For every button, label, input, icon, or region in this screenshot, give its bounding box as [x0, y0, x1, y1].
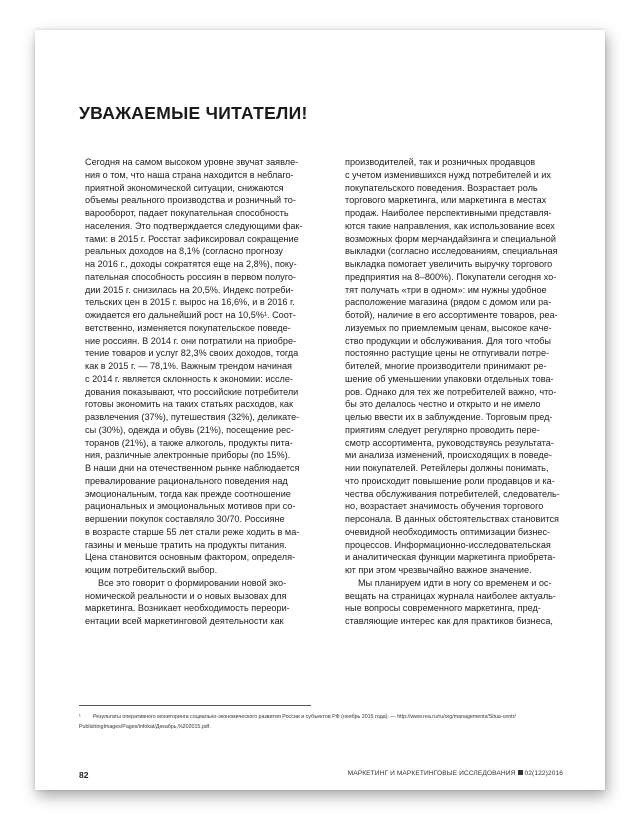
text-line: торанов (21%), а также алкоголь, продукты пита-	[85, 437, 293, 448]
text-column-left	[85, 156, 314, 628]
text-line: предприятия на 8–800%). Покупатели сегодня хо-	[345, 271, 557, 282]
text-line: маркетинга. Возникает необходимость переори-	[85, 603, 290, 614]
footnote-line-2: PublishingImages/Pages/infokat/Декабрь,%202015.pdf.	[79, 723, 211, 730]
text-line: возможных форм мерчандайзинга и специальной	[345, 233, 556, 244]
journal-issue: 02(122)2016	[524, 770, 563, 777]
text-line: шение об уменьшении упаковки отдельных това-	[345, 373, 554, 384]
text-line: развлечения (37%), путешествия (32%), деликате-	[85, 412, 300, 422]
text-line: дии 2015 г. снизилась на 20,5%. Индекс потреби-	[85, 284, 294, 295]
text-line: процессов. Информационно-исследовательская	[345, 539, 551, 550]
text-line: вещать на страницах журнала наиболее актуаль-	[345, 590, 556, 601]
text-line: ветственно, изменяется покупательское поведе-	[85, 322, 291, 333]
text-line: газины и меньше тратить на продукты питания.	[85, 539, 287, 550]
text-line: с 2014 г. является склонность к экономии: иссле-	[85, 373, 293, 384]
text-line: но, возрастает значимость обучения торгового	[345, 501, 544, 512]
footnote-number: ¹	[79, 714, 81, 720]
text-line: как в 2015 г. — 78,1%. Важным трендом начиная	[85, 361, 292, 371]
text-line: ют при этом чрезвычайно важное значение.	[345, 565, 532, 575]
text-line: населения. Это подтверждается следующими фак-	[85, 220, 303, 231]
text-line: ство продукции и обслуживания. Для того чтобы	[345, 335, 551, 346]
journal-name: МАРКЕТИНГ И МАРКЕТИНГОВЫЕ ИССЛЕДОВАНИЯ	[347, 770, 516, 777]
text-line: в возрасте старше 55 лет стали реже ходить в ма-	[85, 526, 300, 537]
footnote-text: Результаты оперативного мониторинга социально-экономического развития России и субъектов РФ (ноябрь 2015 года). — http://www.rea.ru/ru/org/managements/Situa-centr/	[93, 714, 516, 720]
text-line: ожидается его дальнейший рост на 10,5%¹. Соот-	[85, 310, 296, 320]
text-line: ются такие направления, как использование всех	[345, 220, 555, 231]
text-line: ентации всей маркетинговой деятельности как	[85, 616, 284, 626]
text-line: ющим потребительский выбор.	[85, 565, 218, 575]
page-content	[35, 30, 605, 790]
text-line: персонала. В данных обстоятельствах становится	[345, 514, 559, 524]
text-line: покупательского поведения. Возрастает роль	[345, 182, 538, 193]
text-line: реальных доходов на 8,1% (согласно прогнозу	[85, 246, 283, 257]
page-number: 82	[79, 770, 89, 780]
text-line: номической реальности и о новых вызовах для	[85, 590, 287, 601]
text-line: тение товаров и услуг 82,3% своих доходов, тогда	[85, 348, 299, 359]
text-line: сы (30%), одежда и обувь (21%), посещение рес-	[85, 424, 294, 435]
text-line: очевидной необходимость оптимизации бизнес-	[345, 526, 551, 537]
footnote	[79, 713, 559, 732]
text-line: тят получать «три в одном»: им нужны удобное	[345, 284, 547, 295]
square-separator-icon	[518, 770, 523, 775]
text-line: постоянно растущие цены не отпугивали потре-	[345, 348, 550, 359]
page-title: УВАЖАЕМЫЕ ЧИТАТЕЛИ!	[79, 103, 308, 123]
text-line: выкладки (согласно исследованиям, специальная	[345, 246, 558, 257]
text-line: чества обслуживания потребителей, следователь-	[345, 488, 560, 499]
text-line: ми анализа изменений, происходящих в поведе-	[345, 450, 552, 461]
text-line: ставляющие интерес как для практиков бизнеса,	[345, 616, 553, 626]
text-line: на 2016 г., доходы сократятся еще на 2,8%), поку-	[85, 259, 297, 269]
text-line: эмоциональным, тогда как прежде соотношение	[85, 488, 291, 499]
text-line: вершении покупок составляло 30/70. Россияне	[85, 514, 285, 524]
text-line: ния, различные электронные приборы (по 15%).	[85, 450, 291, 461]
text-line: пательная способность россиян в первом полуго-	[85, 271, 296, 282]
text-line: расположение магазина (рядом с домом или ра-	[345, 297, 552, 308]
text-line: смотр ассортимента, руководствуясь результата-	[345, 437, 554, 448]
text-line: торгового маркетинга, или маркетинга в местах	[345, 195, 547, 206]
text-line: целью ввести их в заблуждение. Торговым пред-	[345, 412, 553, 422]
text-line: тами: в 2015 г. Росстат зафиксировал сокращение	[85, 233, 299, 244]
text-column-right	[345, 156, 574, 628]
text-line: ров. Однако для тех же потребителей важно, что-	[345, 386, 557, 397]
text-line: Все это говорит о формировании новой эко-	[98, 577, 287, 588]
text-line: превалирование рационального поведения над	[85, 475, 288, 486]
text-line: производителей, так и розничных продавцов	[345, 157, 536, 167]
text-line: и аналитическая функции маркетинга приобрета-	[345, 552, 556, 563]
text-line: Цена становится основным фактором, определя-	[85, 552, 296, 563]
text-line: ные вопросы современного маркетинга, пред-	[345, 603, 541, 614]
text-line: бы это делалось честно и открыто и не имело	[345, 399, 541, 410]
text-line: лизуемых по приемлемым ценам, высокое каче-	[345, 322, 552, 333]
text-line: бителей, многие производители принимают ре-	[345, 361, 547, 371]
text-line: ние россиян. В 2014 г. они потратили на приобре-	[85, 335, 297, 346]
text-line: Сегодня на самом высоком уровне звучат заявле-	[85, 157, 299, 167]
text-line: тельских цен в 2015 г. вырос на 16,6%, и в 2016 г.	[85, 297, 295, 308]
text-line: приятной экономической ситуации, снижаются	[85, 182, 284, 193]
footnote-line-1	[79, 713, 559, 723]
text-line: Мы планируем идти в ногу со временем и ос-	[358, 577, 552, 588]
text-line: объемы реального производства и розничный то-	[85, 195, 296, 206]
text-line: готовы экономить на таких статьях расходов, как	[85, 399, 293, 410]
text-line: дования показывают, что российские потребители	[85, 386, 299, 397]
text-line: варооборот, падает покупательная способность	[85, 208, 289, 218]
text-line: что происходит повышение роли продавцов и ка-	[345, 475, 555, 486]
text-line: ботой), наличие в его ассортименте товаров, реа-	[345, 310, 558, 320]
text-line: выкладка помогает увеличить выручку торгового	[345, 259, 553, 269]
footnote-divider	[79, 705, 311, 706]
page	[35, 30, 605, 790]
journal-footer	[348, 770, 563, 777]
text-line: рациональных и эмоциональных мотивов при со-	[85, 501, 296, 512]
text-line: приятиям следует регулярно проводить пере-	[345, 424, 540, 435]
text-line: нии покупателей. Ретейлеры должны понимать,	[345, 463, 549, 473]
text-line: с учетом изменившихся нужд потребителей и их	[345, 169, 551, 180]
text-line: В наши дни на отечественном рынке наблюдается	[85, 463, 300, 473]
text-line: ния о том, что наша страна находится в неблаго-	[85, 169, 294, 180]
text-line: продаж. Наиболее перспективными представля-	[345, 208, 552, 218]
